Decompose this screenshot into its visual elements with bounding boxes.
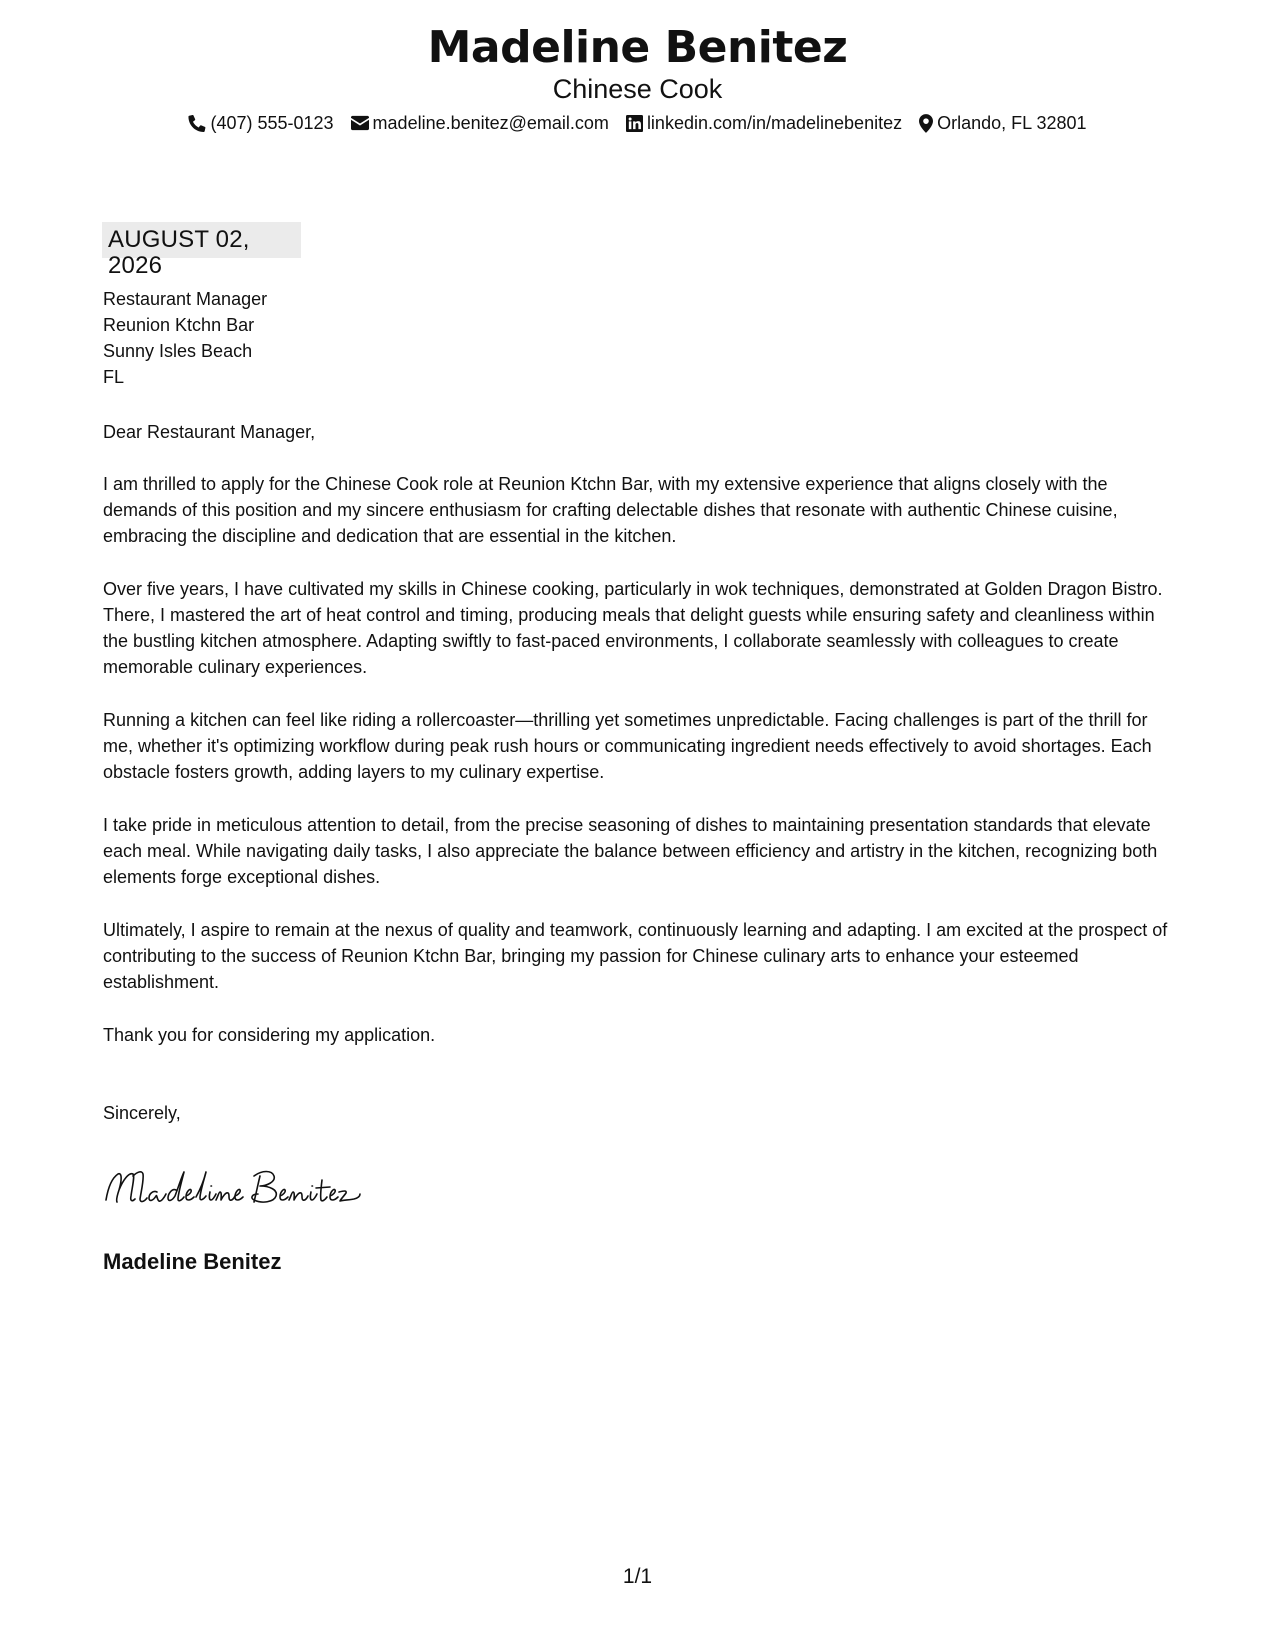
body-paragraph: I am thrilled to apply for the Chinese Cook role at Reunion Ktchn Bar, with my extensive experience that aligns closely with the demands of this position and my sincere enthusiasm for crafting delectable dishes that resonate with authentic Chinese cuisine, embracing the discipline and dedication that are essential in the kitchen. [103,474,1118,546]
applicant-name: Madeline Benitez [427,22,848,73]
body-paragraph: I take pride in meticulous attention to detail, from the precise seasoning of dishes to maintaining presentation standards that elevate each meal. While navigating daily tasks, I also appreciate the balance between efficiency and artistry in the kitchen, recognizing both elements forge exceptional dishes. [103,815,1158,887]
contact-phone[interactable] [188,110,333,136]
recipient-address [103,286,267,390]
contact-linkedin[interactable] [626,110,902,136]
salutation: Dear Restaurant Manager, [103,422,316,442]
signed-name: Madeline Benitez [103,1249,282,1274]
recipient-line: Reunion Ktchn Bar [103,315,255,335]
linkedin-text: linkedin.com/in/madelinebenitez [646,113,903,133]
linkedin-icon [626,115,643,132]
recipient-line: Restaurant Manager [103,289,268,309]
map-pin-icon [919,114,933,133]
letter-date: AUGUST 02, 2026 [102,222,301,258]
letter-header [0,22,1275,136]
contact-info [0,110,1275,136]
body-paragraph: Ultimately, I aspire to remain at the nexus of quality and teamwork, continuously learning and adapting. I am excited at the prospect of contributing to the success of Reunion Ktchn Bar, bringing my passion for Chinese culinary arts to enhance your esteemed establishment. [103,920,1168,992]
location-text: Orlando, FL 32801 [937,113,1087,133]
contact-location [919,110,1086,136]
email-text: madeline.benitez@email.com [372,113,609,133]
body-paragraph: Running a kitchen can feel like riding a rollercoaster—thrilling yet sometimes unpredictable. Facing challenges is part of the thrill for me, whether it's optimizing workflow during peak rush hours or communicating ingredient needs effectively to avoid shortages. Each obstacle fosters growth, adding layers to my culinary expertise. [103,710,1152,782]
contact-email[interactable] [351,110,609,136]
envelope-icon [351,115,369,131]
recipient-line: FL [103,367,125,387]
body-paragraph: Over five years, I have cultivated my skills in Chinese cooking, particularly in wok techniques, demonstrated at Golden Dragon Bistro. There, I mastered the art of heat control and timing, producing meals that delight guests while ensuring safety and cleanliness within the bustling kitchen atmosphere. Adapting swiftly to fast-paced environments, I collaborate seamlessly with colleagues to create memorable culinary experiences. [103,579,1163,677]
closing: Sincerely, [103,1103,181,1123]
recipient-line: Sunny Isles Beach [103,341,253,361]
phone-icon [188,114,206,132]
handwritten-signature [102,1166,362,1219]
page-number: 1/1 [622,1565,653,1588]
phone-text: (407) 555-0123 [210,113,334,133]
job-title: Chinese Cook [552,74,723,104]
thanks-line: Thank you for considering my application. [103,1025,436,1045]
